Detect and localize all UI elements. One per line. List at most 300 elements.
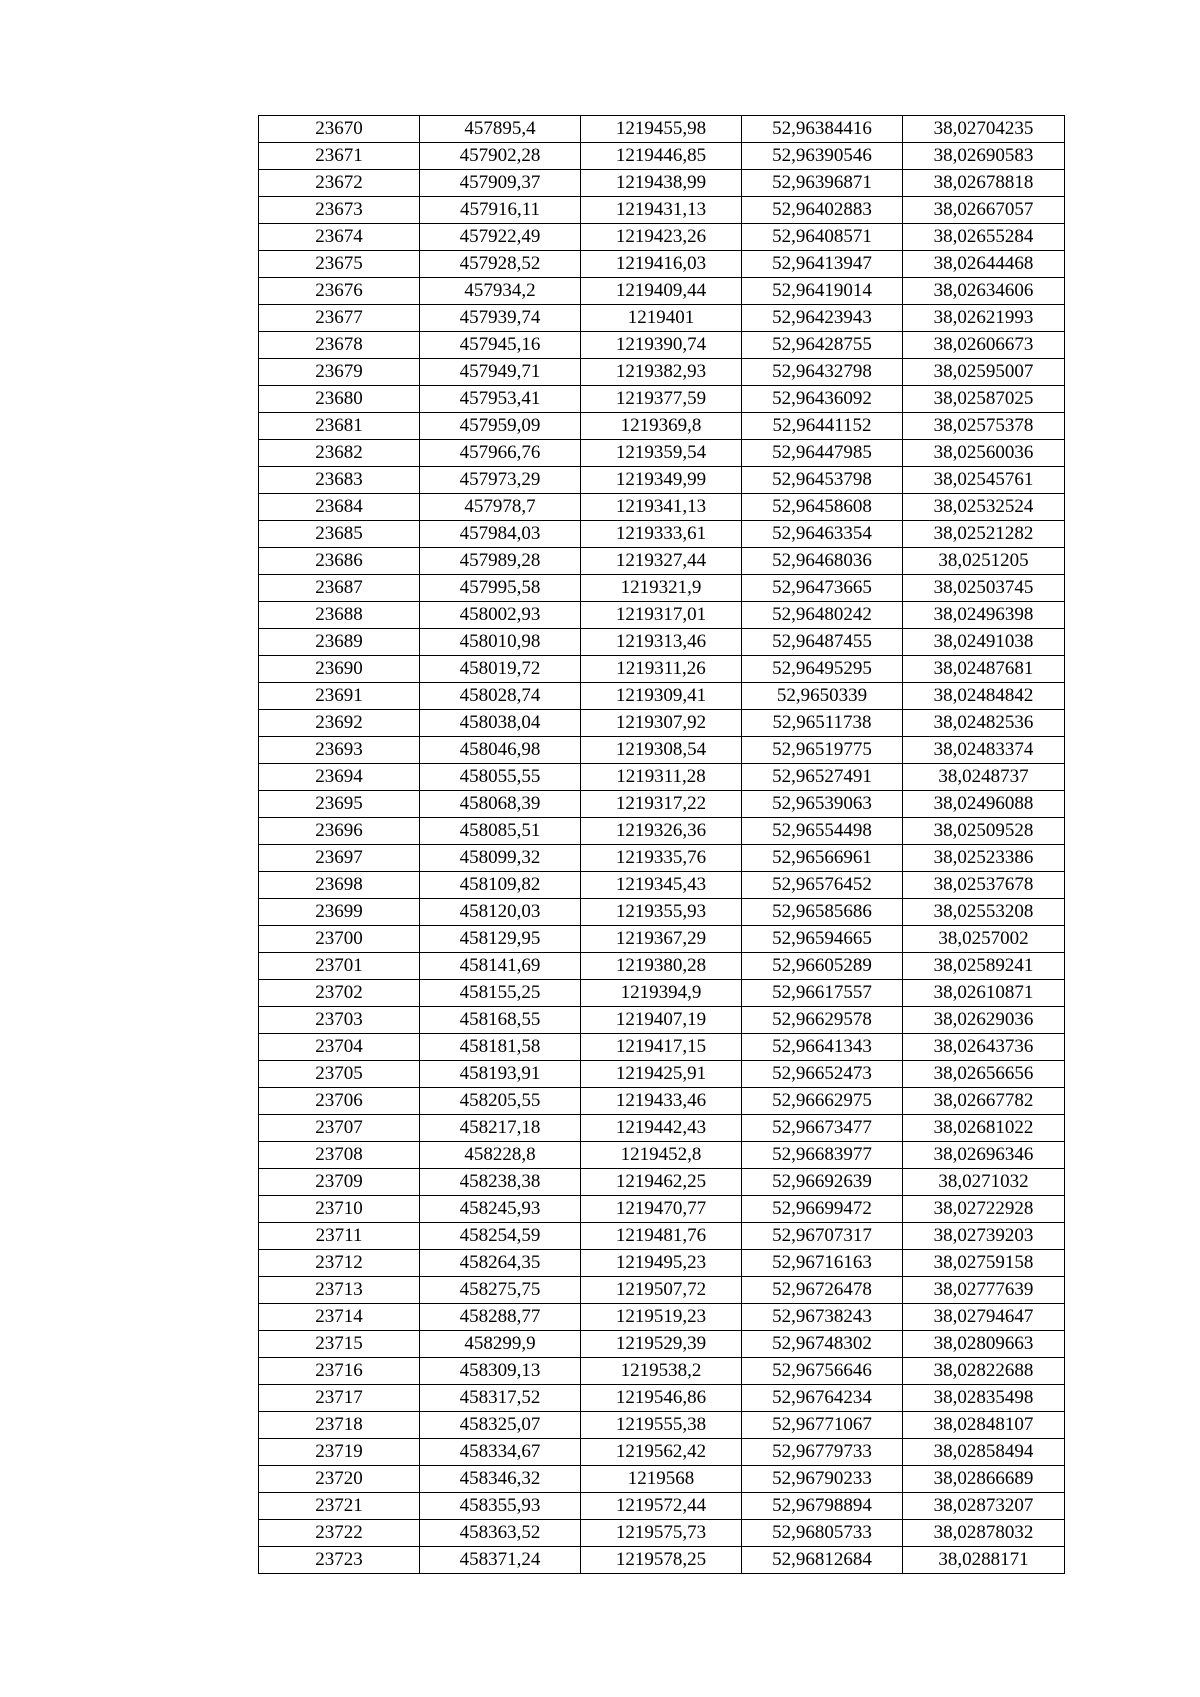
x-coordinate-cell: 458168,55	[420, 1007, 581, 1034]
y-coordinate-cell: 1219470,77	[581, 1196, 742, 1223]
table-row	[259, 1520, 1065, 1547]
x-coordinate-cell: 457995,58	[420, 575, 581, 602]
x-coordinate-cell: 458317,52	[420, 1385, 581, 1412]
point-number-cell: 23723	[259, 1547, 420, 1574]
latitude-cell: 52,96673477	[742, 1115, 903, 1142]
table-row	[259, 170, 1065, 197]
x-coordinate-cell: 458109,82	[420, 872, 581, 899]
x-coordinate-cell: 457959,09	[420, 413, 581, 440]
point-number-cell: 23699	[259, 899, 420, 926]
x-coordinate-cell: 458099,32	[420, 845, 581, 872]
y-coordinate-cell: 1219326,36	[581, 818, 742, 845]
y-coordinate-cell: 1219572,44	[581, 1493, 742, 1520]
x-coordinate-cell: 458002,93	[420, 602, 581, 629]
table-row	[259, 926, 1065, 953]
table-row	[259, 1412, 1065, 1439]
y-coordinate-cell: 1219462,25	[581, 1169, 742, 1196]
y-coordinate-cell: 1219455,98	[581, 116, 742, 143]
latitude-cell: 52,96413947	[742, 251, 903, 278]
point-number-cell: 23671	[259, 143, 420, 170]
x-coordinate-cell: 458068,39	[420, 791, 581, 818]
latitude-cell: 52,96539063	[742, 791, 903, 818]
table-row	[259, 1277, 1065, 1304]
y-coordinate-cell: 1219575,73	[581, 1520, 742, 1547]
longitude-cell: 38,02523386	[903, 845, 1065, 872]
x-coordinate-cell: 458371,24	[420, 1547, 581, 1574]
latitude-cell: 52,96699472	[742, 1196, 903, 1223]
x-coordinate-cell: 457928,52	[420, 251, 581, 278]
x-coordinate-cell: 458363,52	[420, 1520, 581, 1547]
longitude-cell: 38,02606673	[903, 332, 1065, 359]
longitude-cell: 38,02655284	[903, 224, 1065, 251]
y-coordinate-cell: 1219308,54	[581, 737, 742, 764]
y-coordinate-cell: 1219309,41	[581, 683, 742, 710]
table-row	[259, 251, 1065, 278]
point-number-cell: 23684	[259, 494, 420, 521]
longitude-cell: 38,02759158	[903, 1250, 1065, 1277]
latitude-cell: 52,96585686	[742, 899, 903, 926]
latitude-cell: 52,96428755	[742, 332, 903, 359]
table-row	[259, 440, 1065, 467]
table-row	[259, 710, 1065, 737]
y-coordinate-cell: 1219401	[581, 305, 742, 332]
y-coordinate-cell: 1219369,8	[581, 413, 742, 440]
x-coordinate-cell: 457934,2	[420, 278, 581, 305]
point-number-cell: 23704	[259, 1034, 420, 1061]
longitude-cell: 38,02681022	[903, 1115, 1065, 1142]
x-coordinate-cell: 457949,71	[420, 359, 581, 386]
latitude-cell: 52,96798894	[742, 1493, 903, 1520]
x-coordinate-cell: 458355,93	[420, 1493, 581, 1520]
latitude-cell: 52,96554498	[742, 818, 903, 845]
longitude-cell: 38,02822688	[903, 1358, 1065, 1385]
longitude-cell: 38,02858494	[903, 1439, 1065, 1466]
point-number-cell: 23670	[259, 116, 420, 143]
latitude-cell: 52,96605289	[742, 953, 903, 980]
latitude-cell: 52,96519775	[742, 737, 903, 764]
y-coordinate-cell: 1219495,23	[581, 1250, 742, 1277]
y-coordinate-cell: 1219409,44	[581, 278, 742, 305]
y-coordinate-cell: 1219345,43	[581, 872, 742, 899]
longitude-cell: 38,02866689	[903, 1466, 1065, 1493]
table-row	[259, 413, 1065, 440]
latitude-cell: 52,96447985	[742, 440, 903, 467]
table-row	[259, 575, 1065, 602]
point-number-cell: 23716	[259, 1358, 420, 1385]
table-row	[259, 1466, 1065, 1493]
latitude-cell: 52,96652473	[742, 1061, 903, 1088]
y-coordinate-cell: 1219431,13	[581, 197, 742, 224]
longitude-cell: 38,02545761	[903, 467, 1065, 494]
latitude-cell: 52,96790233	[742, 1466, 903, 1493]
point-number-cell: 23713	[259, 1277, 420, 1304]
point-number-cell: 23698	[259, 872, 420, 899]
x-coordinate-cell: 458309,13	[420, 1358, 581, 1385]
point-number-cell: 23700	[259, 926, 420, 953]
y-coordinate-cell: 1219355,93	[581, 899, 742, 926]
y-coordinate-cell: 1219452,8	[581, 1142, 742, 1169]
point-number-cell: 23677	[259, 305, 420, 332]
point-number-cell: 23721	[259, 1493, 420, 1520]
latitude-cell: 52,96458608	[742, 494, 903, 521]
longitude-cell: 38,02484842	[903, 683, 1065, 710]
point-number-cell: 23685	[259, 521, 420, 548]
table-row	[259, 872, 1065, 899]
latitude-cell: 52,96473665	[742, 575, 903, 602]
x-coordinate-cell: 457945,16	[420, 332, 581, 359]
y-coordinate-cell: 1219433,46	[581, 1088, 742, 1115]
latitude-cell: 52,96408571	[742, 224, 903, 251]
x-coordinate-cell: 457973,29	[420, 467, 581, 494]
x-coordinate-cell: 457984,03	[420, 521, 581, 548]
y-coordinate-cell: 1219349,99	[581, 467, 742, 494]
table-row	[259, 224, 1065, 251]
longitude-cell: 38,02575378	[903, 413, 1065, 440]
table-row	[259, 467, 1065, 494]
table-row	[259, 1223, 1065, 1250]
y-coordinate-cell: 1219407,19	[581, 1007, 742, 1034]
x-coordinate-cell: 458193,91	[420, 1061, 581, 1088]
table-row	[259, 656, 1065, 683]
table-row	[259, 1547, 1065, 1574]
longitude-cell: 38,02509528	[903, 818, 1065, 845]
longitude-cell: 38,02873207	[903, 1493, 1065, 1520]
y-coordinate-cell: 1219333,61	[581, 521, 742, 548]
y-coordinate-cell: 1219394,9	[581, 980, 742, 1007]
point-number-cell: 23719	[259, 1439, 420, 1466]
table-row	[259, 602, 1065, 629]
longitude-cell: 38,02704235	[903, 116, 1065, 143]
latitude-cell: 52,96527491	[742, 764, 903, 791]
table-row	[259, 386, 1065, 413]
latitude-cell: 52,96495295	[742, 656, 903, 683]
latitude-cell: 52,96764234	[742, 1385, 903, 1412]
longitude-cell: 38,02537678	[903, 872, 1065, 899]
latitude-cell: 52,96707317	[742, 1223, 903, 1250]
latitude-cell: 52,96453798	[742, 467, 903, 494]
table-row	[259, 521, 1065, 548]
table-body	[259, 116, 1065, 1574]
latitude-cell: 52,96692639	[742, 1169, 903, 1196]
table-row	[259, 791, 1065, 818]
latitude-cell: 52,96390546	[742, 143, 903, 170]
y-coordinate-cell: 1219307,92	[581, 710, 742, 737]
x-coordinate-cell: 458028,74	[420, 683, 581, 710]
y-coordinate-cell: 1219519,23	[581, 1304, 742, 1331]
point-number-cell: 23672	[259, 170, 420, 197]
x-coordinate-cell: 458275,75	[420, 1277, 581, 1304]
y-coordinate-cell: 1219390,74	[581, 332, 742, 359]
longitude-cell: 38,0248737	[903, 764, 1065, 791]
longitude-cell: 38,02696346	[903, 1142, 1065, 1169]
table-row	[259, 1034, 1065, 1061]
point-number-cell: 23711	[259, 1223, 420, 1250]
point-number-cell: 23714	[259, 1304, 420, 1331]
y-coordinate-cell: 1219380,28	[581, 953, 742, 980]
longitude-cell: 38,02656656	[903, 1061, 1065, 1088]
longitude-cell: 38,0251205	[903, 548, 1065, 575]
y-coordinate-cell: 1219562,42	[581, 1439, 742, 1466]
coordinates-table	[258, 115, 1065, 1574]
x-coordinate-cell: 458254,59	[420, 1223, 581, 1250]
point-number-cell: 23706	[259, 1088, 420, 1115]
table-row	[259, 1331, 1065, 1358]
longitude-cell: 38,02878032	[903, 1520, 1065, 1547]
point-number-cell: 23715	[259, 1331, 420, 1358]
table-row	[259, 1358, 1065, 1385]
table-row	[259, 278, 1065, 305]
longitude-cell: 38,02848107	[903, 1412, 1065, 1439]
latitude-cell: 52,96641343	[742, 1034, 903, 1061]
x-coordinate-cell: 458346,32	[420, 1466, 581, 1493]
table-row	[259, 1385, 1065, 1412]
latitude-cell: 52,96480242	[742, 602, 903, 629]
table-row	[259, 305, 1065, 332]
longitude-cell: 38,02491038	[903, 629, 1065, 656]
x-coordinate-cell: 457895,4	[420, 116, 581, 143]
latitude-cell: 52,96805733	[742, 1520, 903, 1547]
point-number-cell: 23682	[259, 440, 420, 467]
y-coordinate-cell: 1219327,44	[581, 548, 742, 575]
longitude-cell: 38,02482536	[903, 710, 1065, 737]
latitude-cell: 52,96771067	[742, 1412, 903, 1439]
point-number-cell: 23687	[259, 575, 420, 602]
latitude-cell: 52,96716163	[742, 1250, 903, 1277]
table-row	[259, 818, 1065, 845]
y-coordinate-cell: 1219446,85	[581, 143, 742, 170]
latitude-cell: 52,96779733	[742, 1439, 903, 1466]
y-coordinate-cell: 1219313,46	[581, 629, 742, 656]
longitude-cell: 38,02503745	[903, 575, 1065, 602]
longitude-cell: 38,02587025	[903, 386, 1065, 413]
table-row	[259, 1250, 1065, 1277]
latitude-cell: 52,96617557	[742, 980, 903, 1007]
longitude-cell: 38,02487681	[903, 656, 1065, 683]
latitude-cell: 52,96683977	[742, 1142, 903, 1169]
y-coordinate-cell: 1219367,29	[581, 926, 742, 953]
latitude-cell: 52,96396871	[742, 170, 903, 197]
longitude-cell: 38,02560036	[903, 440, 1065, 467]
table-row	[259, 1007, 1065, 1034]
x-coordinate-cell: 457989,28	[420, 548, 581, 575]
y-coordinate-cell: 1219529,39	[581, 1331, 742, 1358]
point-number-cell: 23695	[259, 791, 420, 818]
y-coordinate-cell: 1219538,2	[581, 1358, 742, 1385]
point-number-cell: 23702	[259, 980, 420, 1007]
y-coordinate-cell: 1219555,38	[581, 1412, 742, 1439]
point-number-cell: 23717	[259, 1385, 420, 1412]
point-number-cell: 23720	[259, 1466, 420, 1493]
point-number-cell: 23678	[259, 332, 420, 359]
x-coordinate-cell: 458181,58	[420, 1034, 581, 1061]
longitude-cell: 38,02667782	[903, 1088, 1065, 1115]
latitude-cell: 52,96487455	[742, 629, 903, 656]
longitude-cell: 38,02629036	[903, 1007, 1065, 1034]
point-number-cell: 23686	[259, 548, 420, 575]
point-number-cell: 23690	[259, 656, 420, 683]
table-row	[259, 197, 1065, 224]
y-coordinate-cell: 1219335,76	[581, 845, 742, 872]
table-row	[259, 332, 1065, 359]
y-coordinate-cell: 1219377,59	[581, 386, 742, 413]
table-row	[259, 143, 1065, 170]
x-coordinate-cell: 458228,8	[420, 1142, 581, 1169]
longitude-cell: 38,02667057	[903, 197, 1065, 224]
x-coordinate-cell: 458046,98	[420, 737, 581, 764]
table-row	[259, 953, 1065, 980]
point-number-cell: 23679	[259, 359, 420, 386]
longitude-cell: 38,02794647	[903, 1304, 1065, 1331]
point-number-cell: 23718	[259, 1412, 420, 1439]
longitude-cell: 38,02678818	[903, 170, 1065, 197]
table-row	[259, 899, 1065, 926]
y-coordinate-cell: 1219317,22	[581, 791, 742, 818]
y-coordinate-cell: 1219568	[581, 1466, 742, 1493]
table-row	[259, 1115, 1065, 1142]
latitude-cell: 52,96441152	[742, 413, 903, 440]
point-number-cell: 23692	[259, 710, 420, 737]
table-row	[259, 980, 1065, 1007]
x-coordinate-cell: 458217,18	[420, 1115, 581, 1142]
table-row	[259, 629, 1065, 656]
point-number-cell: 23705	[259, 1061, 420, 1088]
y-coordinate-cell: 1219442,43	[581, 1115, 742, 1142]
y-coordinate-cell: 1219311,26	[581, 656, 742, 683]
table-row	[259, 683, 1065, 710]
x-coordinate-cell: 458141,69	[420, 953, 581, 980]
y-coordinate-cell: 1219507,72	[581, 1277, 742, 1304]
latitude-cell: 52,96594665	[742, 926, 903, 953]
x-coordinate-cell: 458120,03	[420, 899, 581, 926]
longitude-cell: 38,02739203	[903, 1223, 1065, 1250]
point-number-cell: 23674	[259, 224, 420, 251]
point-number-cell: 23694	[259, 764, 420, 791]
latitude-cell: 52,96468036	[742, 548, 903, 575]
x-coordinate-cell: 457966,76	[420, 440, 581, 467]
x-coordinate-cell: 458010,98	[420, 629, 581, 656]
y-coordinate-cell: 1219416,03	[581, 251, 742, 278]
point-number-cell: 23712	[259, 1250, 420, 1277]
point-number-cell: 23722	[259, 1520, 420, 1547]
y-coordinate-cell: 1219321,9	[581, 575, 742, 602]
point-number-cell: 23691	[259, 683, 420, 710]
longitude-cell: 38,02835498	[903, 1385, 1065, 1412]
table-row	[259, 1169, 1065, 1196]
latitude-cell: 52,96662975	[742, 1088, 903, 1115]
longitude-cell: 38,02496398	[903, 602, 1065, 629]
longitude-cell: 38,0288171	[903, 1547, 1065, 1574]
latitude-cell: 52,96748302	[742, 1331, 903, 1358]
latitude-cell: 52,96402883	[742, 197, 903, 224]
table-row	[259, 845, 1065, 872]
longitude-cell: 38,02644468	[903, 251, 1065, 278]
longitude-cell: 38,02521282	[903, 521, 1065, 548]
point-number-cell: 23676	[259, 278, 420, 305]
point-number-cell: 23697	[259, 845, 420, 872]
latitude-cell: 52,96463354	[742, 521, 903, 548]
table-row	[259, 1061, 1065, 1088]
point-number-cell: 23673	[259, 197, 420, 224]
x-coordinate-cell: 458288,77	[420, 1304, 581, 1331]
table-row	[259, 548, 1065, 575]
x-coordinate-cell: 458085,51	[420, 818, 581, 845]
latitude-cell: 52,96629578	[742, 1007, 903, 1034]
longitude-cell: 38,02595007	[903, 359, 1065, 386]
x-coordinate-cell: 457939,74	[420, 305, 581, 332]
longitude-cell: 38,02553208	[903, 899, 1065, 926]
table-row	[259, 737, 1065, 764]
x-coordinate-cell: 458325,07	[420, 1412, 581, 1439]
latitude-cell: 52,96566961	[742, 845, 903, 872]
latitude-cell: 52,96726478	[742, 1277, 903, 1304]
x-coordinate-cell: 458264,35	[420, 1250, 581, 1277]
y-coordinate-cell: 1219423,26	[581, 224, 742, 251]
x-coordinate-cell: 457909,37	[420, 170, 581, 197]
table-row	[259, 1493, 1065, 1520]
point-number-cell: 23693	[259, 737, 420, 764]
table-row	[259, 764, 1065, 791]
point-number-cell: 23709	[259, 1169, 420, 1196]
y-coordinate-cell: 1219546,86	[581, 1385, 742, 1412]
table-row	[259, 1142, 1065, 1169]
latitude-cell: 52,96812684	[742, 1547, 903, 1574]
latitude-cell: 52,96738243	[742, 1304, 903, 1331]
point-number-cell: 23681	[259, 413, 420, 440]
latitude-cell: 52,96511738	[742, 710, 903, 737]
longitude-cell: 38,02589241	[903, 953, 1065, 980]
x-coordinate-cell: 458019,72	[420, 656, 581, 683]
longitude-cell: 38,02483374	[903, 737, 1065, 764]
y-coordinate-cell: 1219425,91	[581, 1061, 742, 1088]
x-coordinate-cell: 458155,25	[420, 980, 581, 1007]
longitude-cell: 38,02690583	[903, 143, 1065, 170]
latitude-cell: 52,9650339	[742, 683, 903, 710]
y-coordinate-cell: 1219341,13	[581, 494, 742, 521]
x-coordinate-cell: 458129,95	[420, 926, 581, 953]
point-number-cell: 23696	[259, 818, 420, 845]
longitude-cell: 38,0257002	[903, 926, 1065, 953]
longitude-cell: 38,02532524	[903, 494, 1065, 521]
latitude-cell: 52,96432798	[742, 359, 903, 386]
table-row	[259, 1304, 1065, 1331]
longitude-cell: 38,02621993	[903, 305, 1065, 332]
longitude-cell: 38,02610871	[903, 980, 1065, 1007]
point-number-cell: 23710	[259, 1196, 420, 1223]
latitude-cell: 52,96419014	[742, 278, 903, 305]
table-row	[259, 359, 1065, 386]
x-coordinate-cell: 457922,49	[420, 224, 581, 251]
table-row	[259, 116, 1065, 143]
point-number-cell: 23688	[259, 602, 420, 629]
y-coordinate-cell: 1219417,15	[581, 1034, 742, 1061]
table-row	[259, 1439, 1065, 1466]
longitude-cell: 38,02777639	[903, 1277, 1065, 1304]
latitude-cell: 52,96756646	[742, 1358, 903, 1385]
y-coordinate-cell: 1219382,93	[581, 359, 742, 386]
y-coordinate-cell: 1219311,28	[581, 764, 742, 791]
y-coordinate-cell: 1219481,76	[581, 1223, 742, 1250]
point-number-cell: 23683	[259, 467, 420, 494]
x-coordinate-cell: 457978,7	[420, 494, 581, 521]
point-number-cell: 23708	[259, 1142, 420, 1169]
y-coordinate-cell: 1219317,01	[581, 602, 742, 629]
x-coordinate-cell: 458334,67	[420, 1439, 581, 1466]
longitude-cell: 38,02634606	[903, 278, 1065, 305]
x-coordinate-cell: 458055,55	[420, 764, 581, 791]
latitude-cell: 52,96436092	[742, 386, 903, 413]
point-number-cell: 23675	[259, 251, 420, 278]
longitude-cell: 38,02722928	[903, 1196, 1065, 1223]
